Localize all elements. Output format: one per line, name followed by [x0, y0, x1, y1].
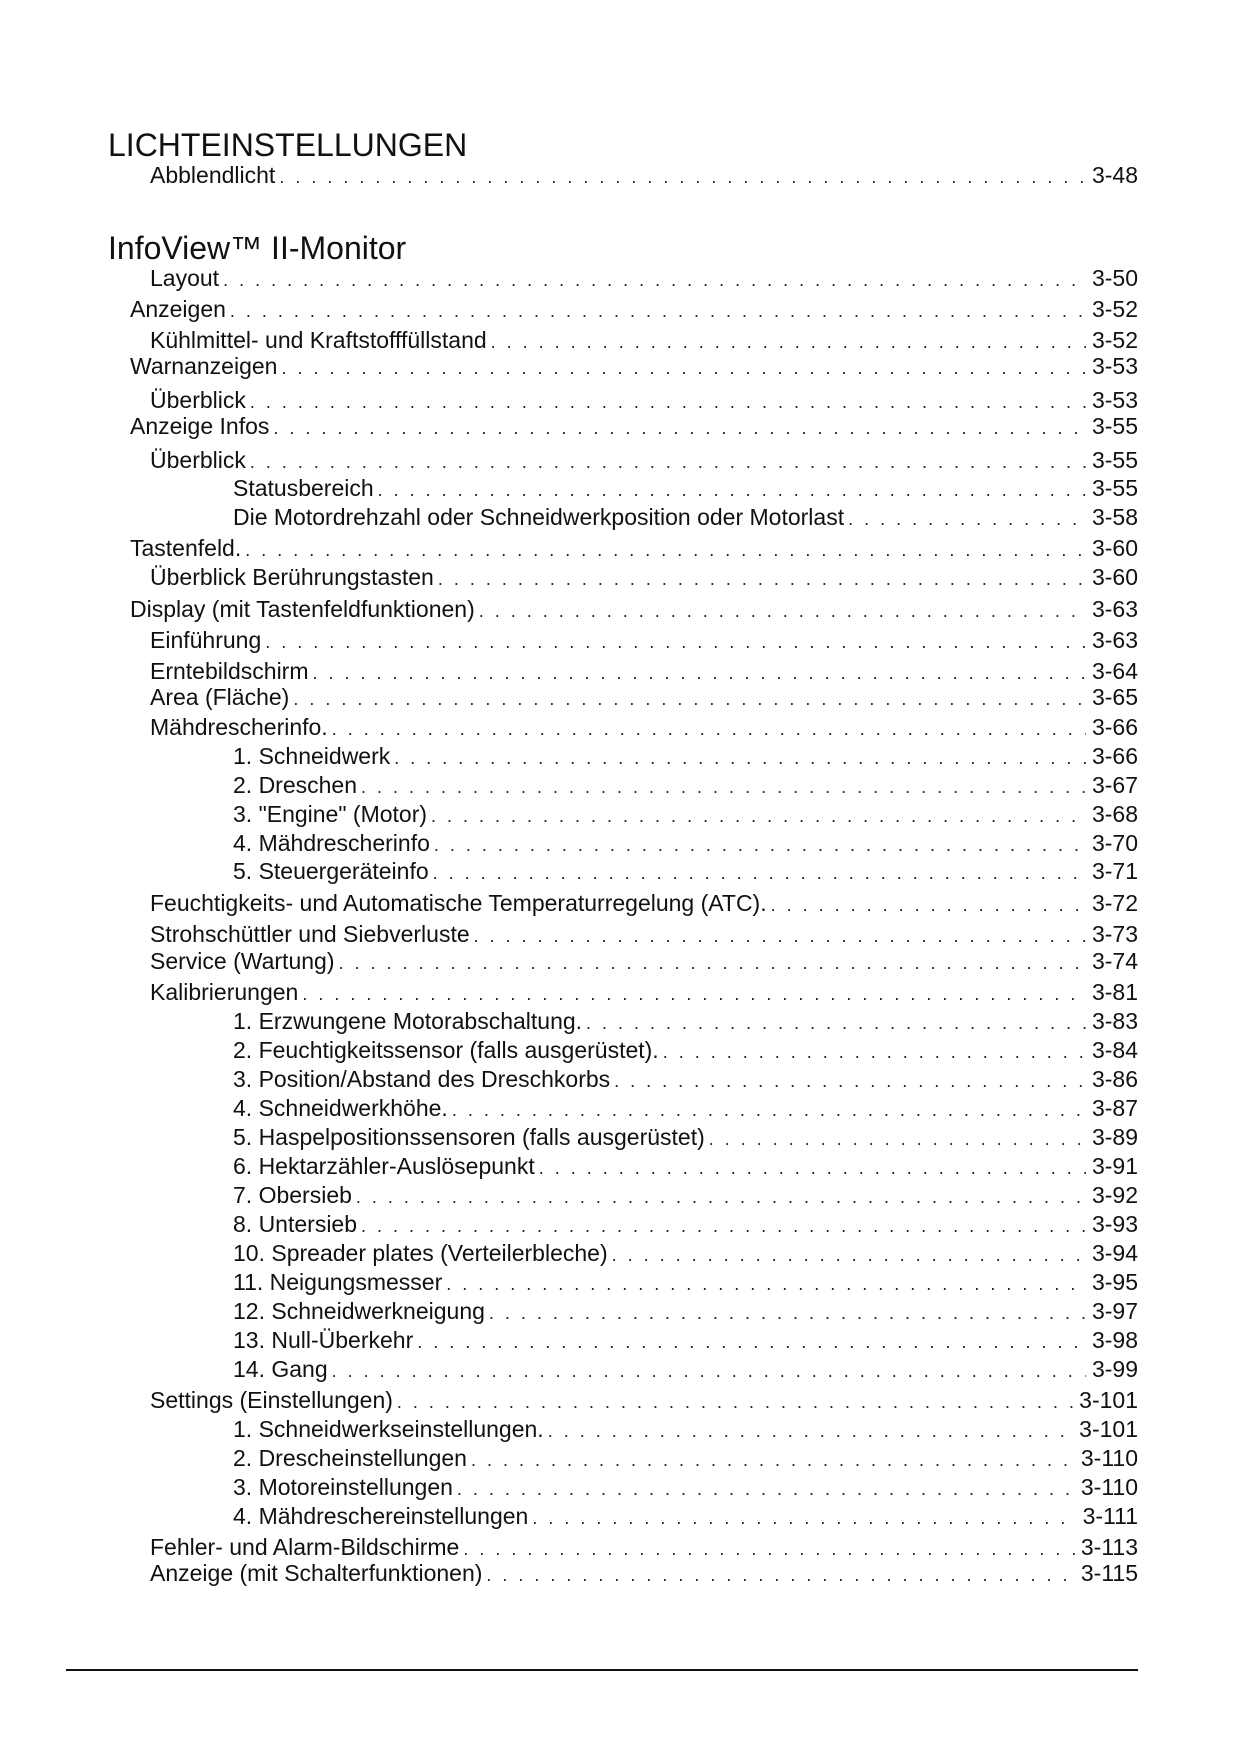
toc-entry-page: 3-55 [1091, 413, 1138, 439]
dot-leader [250, 389, 1086, 415]
dot-leader [474, 923, 1086, 949]
toc-entry-page: 3-101 [1079, 1416, 1138, 1442]
toc-entry-page: 3-65 [1091, 684, 1138, 710]
toc-entry[interactable] [233, 772, 1138, 798]
toc-entry-page: 3-55 [1091, 447, 1138, 473]
toc-entry-page: 3-60 [1091, 535, 1138, 561]
toc-entry-page: 3-89 [1091, 1124, 1138, 1150]
dot-leader [397, 1389, 1073, 1415]
toc-entry-label: 3. "Engine" (Motor) [233, 801, 428, 827]
dot-leader [457, 1476, 1075, 1502]
dot-leader [356, 1184, 1086, 1210]
toc-entry-label: 7. Obersieb [233, 1182, 352, 1208]
toc-entry-label: Area (Fläche) [150, 684, 290, 710]
toc-entry[interactable] [150, 447, 1138, 473]
toc-entry-page: 3-98 [1091, 1327, 1138, 1353]
toc-entry-page: 3-66 [1091, 743, 1138, 769]
toc-entry[interactable] [233, 504, 1138, 530]
dot-leader [438, 566, 1086, 592]
toc-entry-label: 12. Schneidwerkneigung [233, 1298, 485, 1324]
toc-entry-label: Layout [150, 265, 220, 291]
toc-entry-label: Überblick [150, 447, 246, 473]
dot-leader [313, 660, 1086, 686]
dot-leader [532, 1505, 1076, 1531]
toc-entry-page: 3-70 [1091, 830, 1138, 856]
toc-entry-label: Die Motordrehzahl oder Schneidwerkposition oder Motorlast [233, 504, 845, 530]
dot-leader [394, 745, 1086, 771]
dot-leader [539, 1155, 1086, 1181]
dot-leader [614, 1068, 1086, 1094]
toc-entry[interactable] [233, 1182, 1138, 1208]
toc-entry[interactable] [233, 1474, 1138, 1500]
toc-entry-page: 3-67 [1091, 772, 1138, 798]
toc-entry[interactable] [233, 1327, 1138, 1353]
toc-entry[interactable] [233, 1240, 1138, 1266]
dot-leader [463, 1536, 1075, 1562]
toc-entry-page: 3-113 [1080, 1534, 1138, 1560]
toc-entry[interactable] [233, 1356, 1138, 1382]
toc-entry-label: 3. Position/Abstand des Dreschkorbs [233, 1066, 611, 1092]
dot-leader [848, 506, 1086, 532]
toc-entry-page: 3-60 [1091, 564, 1138, 590]
toc-entry-label: Tastenfeld. [130, 535, 242, 561]
toc-entry[interactable] [233, 1124, 1138, 1150]
dot-leader [332, 1358, 1086, 1384]
dot-leader [479, 598, 1086, 624]
toc-entry-label: Kühlmittel- und Kraftstofffüllstand [150, 327, 487, 353]
toc-entry-page: 3-53 [1091, 353, 1138, 379]
dot-leader [433, 860, 1086, 886]
toc-entry[interactable] [233, 801, 1138, 827]
toc-entry-page: 3-48 [1091, 162, 1138, 188]
toc-entry-page: 3-66 [1091, 714, 1138, 740]
toc-entry-label: 10. Spreader plates (Verteilerbleche) [233, 1240, 608, 1266]
dot-leader [434, 832, 1086, 858]
toc-entry-label: 1. Erzwungene Motorabschaltung. [233, 1008, 583, 1034]
toc-entry-label: 2. Dreschen [233, 772, 358, 798]
toc-entry-label: Erntebildschirm [150, 658, 309, 684]
dot-leader [417, 1329, 1086, 1355]
toc-entry-label: 5. Haspelpositionssensoren (falls ausgerüstet) [233, 1124, 705, 1150]
toc-entry-label: Abblendlicht [150, 162, 276, 188]
toc-entry-label: Service (Wartung) [150, 948, 335, 974]
toc-entry-page: 3-92 [1091, 1182, 1138, 1208]
dot-leader [223, 267, 1086, 293]
dot-leader [771, 892, 1086, 918]
toc-entry-page: 3-110 [1080, 1474, 1138, 1500]
toc-entry[interactable] [150, 1534, 1138, 1560]
toc-entry-label: 2. Feuchtigkeitssensor (falls ausgerüstet). [233, 1037, 659, 1063]
toc-entry-page: 3-95 [1091, 1269, 1138, 1295]
toc-entry[interactable] [233, 1416, 1138, 1442]
toc-entry[interactable] [130, 535, 1138, 561]
dot-leader [250, 449, 1086, 475]
toc-entry[interactable] [150, 948, 1138, 974]
toc-entry[interactable] [233, 1298, 1138, 1324]
toc-entry-page: 3-73 [1091, 921, 1138, 947]
dot-leader [230, 298, 1086, 324]
dot-leader [491, 329, 1086, 355]
dot-leader [361, 774, 1086, 800]
toc-entry-label: Statusbereich [233, 475, 374, 501]
toc-entry-label: 4. Schneidwerkhöhe. [233, 1095, 448, 1121]
toc-entry[interactable] [150, 162, 1138, 188]
toc-entry-page: 3-84 [1091, 1037, 1138, 1063]
toc-entry[interactable] [233, 830, 1138, 856]
toc-entry[interactable] [150, 890, 1138, 916]
toc-entry[interactable] [233, 1066, 1138, 1092]
toc-entry-page: 3-86 [1091, 1066, 1138, 1092]
toc-entry-page: 3-93 [1091, 1211, 1138, 1237]
toc-entry[interactable] [150, 921, 1138, 947]
section-heading-lichteinstellungen: LICHTEINSTELLUNGEN [108, 127, 468, 163]
toc-entry-label: Settings (Einstellungen) [150, 1387, 393, 1413]
dot-leader [293, 686, 1086, 712]
toc-entry[interactable] [150, 1560, 1138, 1586]
toc-entry[interactable] [233, 1269, 1138, 1295]
toc-entry[interactable] [130, 596, 1138, 622]
toc-entry-label: 2. Drescheinstellungen [233, 1445, 467, 1471]
toc-entry-label: Feuchtigkeits- und Automatische Temperaturregelung (ATC). [150, 890, 767, 916]
dot-leader [612, 1242, 1086, 1268]
toc-entry-page: 3-81 [1091, 979, 1138, 1005]
toc-entry-label: Überblick Berührungstasten [150, 564, 434, 590]
dot-leader [586, 1010, 1086, 1036]
toc-entry-page: 3-91 [1091, 1153, 1138, 1179]
dot-leader [281, 355, 1085, 381]
toc-entry-label: Mähdrescherinfo. [150, 714, 328, 740]
toc-entry[interactable] [233, 1095, 1138, 1121]
toc-entry-label: 1. Schneidwerk [233, 743, 391, 769]
dot-leader [489, 1300, 1086, 1326]
dot-leader [332, 716, 1086, 742]
toc-entry[interactable] [150, 684, 1138, 710]
toc-entry-page: 3-97 [1091, 1298, 1138, 1324]
dot-leader [548, 1418, 1073, 1444]
dot-leader [273, 415, 1086, 441]
toc-entry-page: 3-111 [1082, 1503, 1138, 1529]
toc-entry[interactable] [150, 714, 1138, 740]
toc-entry[interactable] [150, 658, 1138, 684]
toc-entry-page: 3-74 [1091, 948, 1138, 974]
toc-entry-page: 3-115 [1080, 1560, 1138, 1586]
toc-entry-page: 3-99 [1091, 1356, 1138, 1382]
dot-leader [361, 1213, 1086, 1239]
toc-entry[interactable] [150, 387, 1138, 413]
toc-entry[interactable] [150, 327, 1138, 353]
toc-entry-label: 4. Mähdrescherinfo [233, 830, 430, 856]
toc-entry-page: 3-52 [1091, 327, 1138, 353]
toc-entry-label: 4. Mähdreschereinstellungen [233, 1503, 529, 1529]
toc-entry-label: Einführung [150, 627, 262, 653]
toc-entry-page: 3-71 [1091, 858, 1138, 884]
toc-entry-label: Anzeige (mit Schalterfunktionen) [150, 1560, 483, 1586]
toc-entry[interactable] [233, 858, 1138, 884]
toc-entry-page: 3-63 [1091, 627, 1138, 653]
dot-leader [486, 1562, 1074, 1588]
toc-entry-page: 3-94 [1091, 1240, 1138, 1266]
toc-entry-page: 3-55 [1091, 475, 1138, 501]
toc-entry[interactable] [233, 1445, 1138, 1471]
toc-entry-label: Kalibrierungen [150, 979, 299, 1005]
toc-entry[interactable] [233, 1153, 1138, 1179]
toc-entry[interactable] [233, 1503, 1138, 1529]
toc-entry-page: 3-83 [1091, 1008, 1138, 1034]
dot-leader [378, 477, 1086, 503]
toc-entry-page: 3-101 [1079, 1387, 1138, 1413]
toc-entry-label: 1. Schneidwerkseinstellungen. [233, 1416, 544, 1442]
toc-entry-label: Anzeige Infos [130, 413, 270, 439]
toc-entry-label: 14. Gang [233, 1356, 328, 1382]
dot-leader [338, 950, 1085, 976]
toc-entry-page: 3-52 [1091, 296, 1138, 322]
toc-entry-label: 13. Null-Überkehr [233, 1327, 414, 1353]
dot-leader [302, 981, 1086, 1007]
section-heading-infoview-monitor: InfoView™ II-Monitor [108, 230, 407, 266]
toc-entry-page: 3-110 [1080, 1445, 1138, 1471]
toc-entry[interactable] [233, 1037, 1138, 1063]
toc-entry-page: 3-58 [1091, 504, 1138, 530]
dot-leader [265, 629, 1086, 655]
toc-entry[interactable] [233, 475, 1138, 501]
toc-entry-label: 6. Hektarzähler-Auslösepunkt [233, 1153, 535, 1179]
toc-entry-label: 8. Untersieb [233, 1211, 358, 1237]
toc-entry-page: 3-64 [1091, 658, 1138, 684]
toc-entry-label: Fehler- und Alarm-Bildschirme [150, 1534, 460, 1560]
dot-leader [431, 803, 1086, 829]
toc-entry-page: 3-72 [1091, 890, 1138, 916]
dot-leader [446, 1271, 1086, 1297]
toc-entry[interactable] [150, 627, 1138, 653]
dot-leader [245, 537, 1086, 563]
dot-leader [471, 1447, 1075, 1473]
dot-leader [452, 1097, 1086, 1123]
toc-entry[interactable] [150, 265, 1138, 291]
toc-entry-page: 3-53 [1091, 387, 1138, 413]
dot-leader [279, 164, 1086, 190]
toc-entry-label: 5. Steuergeräteinfo [233, 858, 429, 884]
toc-entry[interactable] [150, 564, 1138, 590]
footer-divider [66, 1669, 1138, 1671]
toc-entry[interactable] [130, 296, 1138, 322]
toc-entry[interactable] [150, 979, 1138, 1005]
dot-leader [709, 1126, 1086, 1152]
toc-entry-label: Anzeigen [130, 296, 226, 322]
toc-entry-page: 3-63 [1091, 596, 1138, 622]
toc-entry-label: Strohschüttler und Siebverluste [150, 921, 470, 947]
toc-entry[interactable] [130, 413, 1138, 439]
toc-entry-label: Display (mit Tastenfeldfunktionen) [130, 596, 475, 622]
toc-entry-page: 3-68 [1091, 801, 1138, 827]
dot-leader [663, 1039, 1086, 1065]
toc-entry-label: Überblick [150, 387, 246, 413]
toc-entry-label: Warnanzeigen [130, 353, 278, 379]
toc-entry[interactable] [233, 1211, 1138, 1237]
toc-entry-label: 3. Motoreinstellungen [233, 1474, 453, 1500]
toc-entry[interactable] [233, 1008, 1138, 1034]
toc-entry[interactable] [233, 743, 1138, 769]
toc-entry-page: 3-87 [1091, 1095, 1138, 1121]
toc-entry[interactable] [130, 353, 1138, 379]
toc-entry-label: 11. Neigungsmesser [233, 1269, 443, 1295]
toc-entry[interactable] [150, 1387, 1138, 1413]
toc-entry-page: 3-50 [1091, 265, 1138, 291]
